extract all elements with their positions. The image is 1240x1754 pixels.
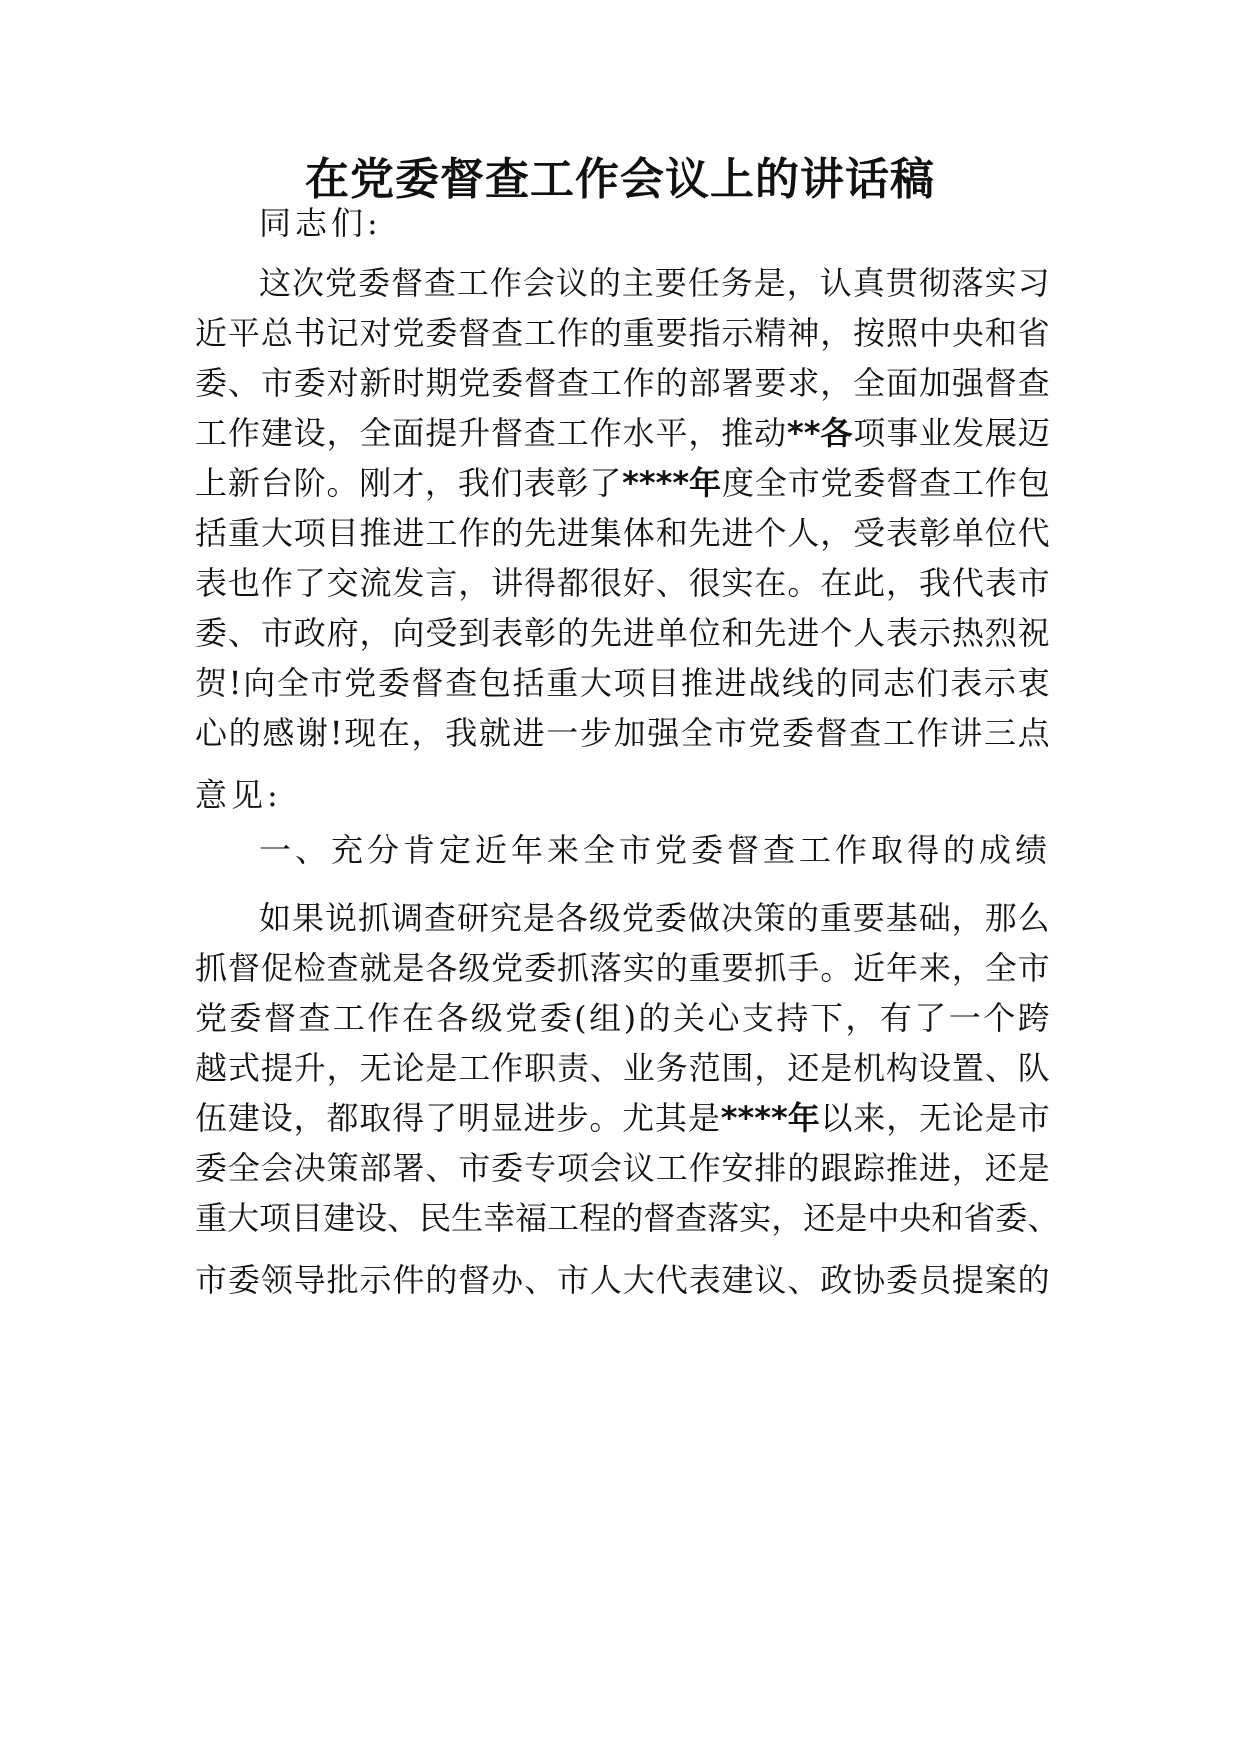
paragraph-line: 重 大 项 目 建 设 、 民 生 幸 福 工 程 的 督 查 落 实 ， 还 是 中 央 和 省 委 、 [195,1199,1060,1237]
salutation: 同志们: [259,204,382,242]
paragraph-line: 表 也 作 了 交 流 发 言 ， 讲 得 都 很 好 、 很 实 在 。 在 此 ， 我 代 表 市 [195,564,1050,602]
paragraph-line: 如 果 说 抓 调 查 研 究 是 各 级 党 委 做 决 策 的 重 要 基 础 ， 那 么 [259,899,1050,937]
paragraph-line: 上 新 台 阶 。 刚 才 ， 我 们 表 彰 了 ****年 度 全 市 党 委 督 查 工 作 包 [195,464,1050,502]
paragraph-line: 意见: [195,776,282,814]
document-title: 在党委督查工作会议上的讲话稿 [305,154,935,205]
paragraph-line: 委 全 会 决 策 部 署 、 市 委 专 项 会 议 工 作 安 排 的 跟 踪 推 进 ， 还 是 [195,1149,1050,1187]
paragraph-line: 工 作 建 设 ， 全 面 提 升 督 查 工 作 水 平 ， 推 动 **各 项 事 业 发 展 迈 [195,414,1050,452]
paragraph-line: 委 、 市 政 府 ， 向 受 到 表 彰 的 先 进 单 位 和 先 进 个 人 表 示 热 烈 祝 [195,614,1050,652]
paragraph-line: 贺 ! 向 全 市 党 委 督 查 包 括 重 大 项 目 推 进 战 线 的 同 志 们 表 示 衷 [195,664,1050,702]
paragraph-line: 抓 督 促 检 查 就 是 各 级 党 委 抓 落 实 的 重 要 抓 手 。 近 年 来 ， 全 市 [195,949,1050,987]
paragraph-line: 这 次 党 委 督 查 工 作 会 议 的 主 要 任 务 是 ， 认 真 贯 彻 落 实 习 [259,264,1050,302]
paragraph-line: 党 委 督 查 工 作 在 各 级 党 委 ( 组 ) 的 关 心 支 持 下 ， 有 了 一 个 跨 [195,999,1050,1037]
paragraph-line: 心 的 感 谢 ! 现 在 ， 我 就 进 一 步 加 强 全 市 党 委 督 查 工 作 讲 三 点 [195,714,1050,752]
paragraph-line: 伍 建 设 ， 都 取 得 了 明 显 进 步 。 尤 其 是 ****年 以 来 ， 无 论 是 市 [195,1099,1050,1137]
paragraph-line: 近 平 总 书 记 对 党 委 督 查 工 作 的 重 要 指 示 精 神 ， 按 照 中 央 和 省 [195,314,1050,352]
section-heading: 一、充分肯定近年来全市党委督查工作取得的成绩 [259,831,1052,869]
paragraph-line: 市 委 领 导 批 示 件 的 督 办 、 市 人 大 代 表 建 议 、 政 协 委 员 提 案 的 [195,1261,1050,1299]
paragraph-line: 越 式 提 升 ， 无 论 是 工 作 职 责 、 业 务 范 围 ， 还 是 机 构 设 置 、 队 [195,1049,1050,1087]
paragraph-line: 委 、 市 委 对 新 时 期 党 委 督 查 工 作 的 部 署 要 求 ， 全 面 加 强 督 查 [195,364,1050,402]
paragraph-line: 括 重 大 项 目 推 进 工 作 的 先 进 集 体 和 先 进 个 人 ， 受 表 彰 单 位 代 [195,514,1050,552]
